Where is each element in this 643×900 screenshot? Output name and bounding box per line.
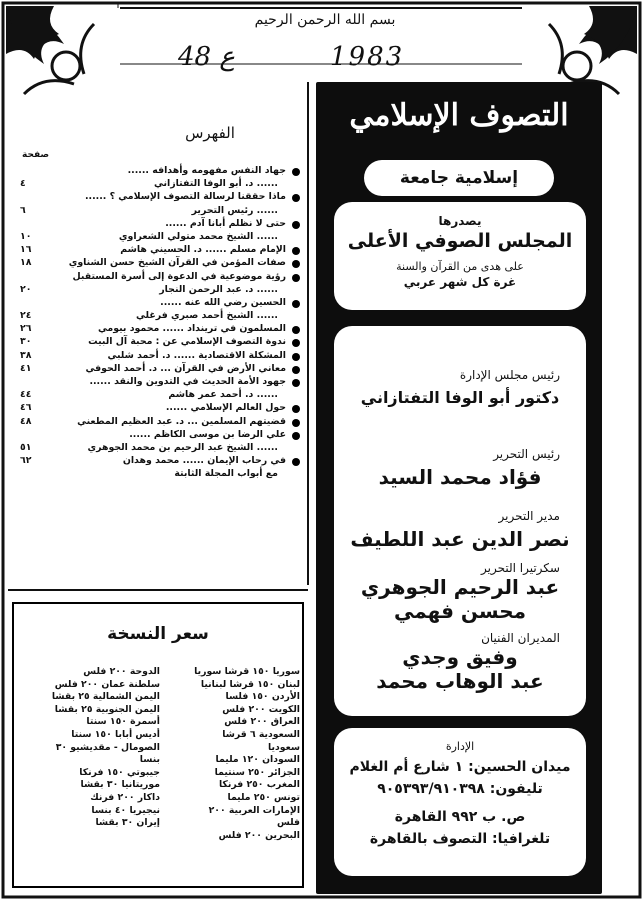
price-column-right [162, 666, 300, 842]
toc-entry-page: ٤١ [20, 362, 32, 374]
toc-page-label: صفحة [22, 150, 50, 160]
toc-entry-text: ...... د. أحمد عمر هاشم [168, 389, 278, 401]
publisher-name: المجلس الصوفي الأعلى [347, 230, 573, 252]
toc-entry-text: المشكلة الاقتصادية ...... د. أحمد شلبي [107, 349, 286, 361]
toc-entry-page: ٦ [20, 204, 26, 216]
toc-entry-text: حول العالم الإسلامي ...... [165, 402, 286, 414]
bullet-icon [292, 405, 300, 413]
price-entry: الجزائر ٢٥٠ سنتيما [214, 766, 300, 778]
price-entry: سلطنة عمان ٢٠٠ فلس [54, 678, 160, 690]
price-entry: الصومال - مقديشيو ٣٠ [55, 741, 160, 753]
toc-entry-text: صفات المؤمن في القرآن الشيخ حسن الشناوي [68, 257, 286, 269]
magazine-subtitle: إسلامية جامعة [364, 160, 554, 196]
toc-row [18, 468, 304, 481]
toc-row [18, 297, 304, 310]
toc-entry-text: ...... الشيخ أحمد صبري فرغلي [136, 310, 278, 322]
price-entry: سعوديا [268, 741, 300, 753]
toc-title: الفهرس [185, 124, 235, 142]
price-column-left [22, 666, 160, 830]
toc-list [18, 165, 304, 482]
bullet-icon [292, 419, 300, 427]
bullet-icon [292, 194, 300, 202]
toc-entry-text: حتى لا نظلم أبانا آدم ...... [165, 217, 286, 229]
price-entry: إيران ٣٠ بقشا [95, 817, 160, 829]
price-entry: الدوحة ٢٠٠ فلس [83, 666, 160, 677]
toc-row [18, 310, 304, 323]
price-entry: نيجيريا ٤٠ بنسا [91, 804, 160, 816]
toc-row [18, 205, 304, 218]
price-entry: العراق ٢٠٠ فلس [224, 716, 300, 728]
handwritten-year: 1983 [330, 42, 405, 72]
price-entry: السعودية ٦ قرشا [222, 728, 300, 740]
toc-entry-page: ٣٨ [20, 349, 32, 361]
bullet-icon [292, 260, 300, 268]
administration-heading: الإدارة [445, 740, 475, 753]
bullet-icon [292, 432, 300, 440]
toc-entry-page: ٥١ [20, 441, 32, 453]
staff-role: المديران الفنيان [481, 631, 560, 645]
price-entry: جيبوتي ١٥٠ فرنكا [79, 766, 160, 778]
staff-name: دكتور أبو الوفا التفتازاني [360, 388, 560, 407]
toc-row [18, 218, 304, 231]
toc-entry-text: في رحاب الإيمان ...... محمد وهدان [122, 455, 286, 467]
bullet-icon [292, 458, 300, 466]
administration-telegraph: تلغرافيا: التصوف بالقاهرة [369, 831, 551, 847]
bullet-icon [292, 339, 300, 347]
bullet-icon [292, 366, 300, 374]
toc-row [18, 416, 304, 429]
toc-entry-text: مع أبواب المجلة الثابتة [174, 468, 278, 480]
price-entry: اليمن الشمالية ٢٥ بقشا [51, 691, 160, 703]
price-entry: بنسا [139, 754, 160, 766]
administration-address: ميدان الحسين: ١ شارع أم الغلام [349, 759, 571, 775]
toc-entry-text: ماذا حققنا لرسالة التصوف الإسلامي ؟ ...... [84, 191, 286, 203]
toc-entry-page: ٦٢ [20, 455, 32, 467]
bullet-icon [292, 168, 300, 176]
price-entry: السودان ١٢٠ مليما [215, 754, 300, 766]
administration-box [334, 728, 586, 876]
price-entry: الكويت ٢٠٠ فلس [222, 703, 300, 715]
toc-entry-page: ٣٠ [20, 336, 32, 348]
staff-name: فؤاد محمد السيد [378, 465, 542, 489]
toc-entry-text: قضيتهم المسلمين ... د. عبد العظيم المطعني [77, 415, 286, 427]
handwritten-number: 48 ع [178, 42, 235, 72]
toc-entry-text: المسلمون في ترينداد ...... محمود بيومي [97, 323, 286, 335]
price-entry: البحرين ٢٠٠ فلس [218, 829, 300, 841]
toc-entry-text: معاني الأرض في القرآن ... د. أحمد الحوفي [85, 362, 286, 374]
toc-entry-text: ...... الشيخ محمد متولي الشعراوي [118, 230, 278, 242]
toc-entry-text: ...... رئيس التحرير [191, 204, 278, 216]
toc-entry-page: ٤ [20, 178, 26, 190]
price-entry: الإمارات العربية ٢٠٠ [208, 804, 300, 816]
toc-entry-page: ٢٦ [20, 323, 32, 335]
toc-row [18, 429, 304, 442]
toc-row [18, 350, 304, 363]
toc-entry-text: رؤية موضوعية في الدعوة إلى أسرة المستقبل [72, 270, 286, 282]
publisher-intro: يصدرها [438, 214, 482, 228]
toc-entry-page: ١٨ [20, 257, 32, 269]
toc-row [18, 165, 304, 178]
price-entry: أسمرة ١٥٠ سنتا [86, 716, 160, 728]
price-entry: فلس [276, 817, 300, 829]
staff-name: عبد الرحيم الجوهري [360, 575, 560, 599]
toc-entry-page: ٤٨ [20, 415, 32, 427]
toc-entry-text: ...... الشيخ عبد الرحيم بن محمد الجوهري [87, 441, 278, 453]
toc-row [18, 389, 304, 402]
toc-row [18, 178, 304, 191]
bullet-icon [292, 300, 300, 308]
toc-row [18, 455, 304, 468]
price-entry: الأردن ١٥٠ فلسا [225, 691, 300, 703]
bullet-icon [292, 221, 300, 229]
price-entry: موريتانيا ٣٠ بقشا [80, 779, 160, 791]
staff-name: وفيق وجدي [402, 645, 518, 669]
toc-row [18, 363, 304, 376]
toc-row [18, 442, 304, 455]
staff-role: سكرتيرا التحرير [481, 561, 560, 575]
toc-row [18, 191, 304, 204]
price-entry: المغرب ٢٥٠ فرنكا [218, 779, 300, 791]
bullet-icon [292, 379, 300, 387]
toc-row [18, 323, 304, 336]
price-entry: سوريا ١٥٠ قرشا سوريا [194, 666, 300, 677]
toc-entry-text: ندوة التصوف الإسلامي عن : محبة آل البيت [88, 336, 286, 348]
administration-phone: تليفون: ٩٠٥٣٩٣/٩١٠٣٩٨ [377, 781, 543, 797]
frequency-line: غرة كل شهر عربي [403, 275, 517, 289]
staff-role: رئيس مجلس الإدارة [459, 368, 560, 382]
staff-name: محسن فهمي [393, 599, 527, 623]
toc-entry-text: علي الرضا بن موسى الكاظم ...... [129, 428, 286, 440]
toc-entry-text: ...... د. أبو الوفا التفتازاني [154, 178, 278, 190]
toc-row [18, 244, 304, 257]
toc-row [18, 257, 304, 270]
bullet-icon [292, 247, 300, 255]
toc-entry-page: ٤٤ [20, 389, 32, 401]
price-title: سعر النسخة [107, 624, 209, 644]
bismillah: بسم الله الرحمن الرحيم [254, 12, 396, 28]
toc-entry-page: ١٦ [20, 244, 32, 256]
toc-entry-page: ٢٠ [20, 283, 32, 295]
price-entry: داكار ٢٠٠ فرنك [90, 791, 160, 803]
toc-row [18, 231, 304, 244]
price-entry: تونس ٢٥٠ مليما [227, 791, 300, 803]
toc-entry-page: ٤٦ [20, 402, 32, 414]
bullet-icon [292, 274, 300, 282]
toc-row [18, 376, 304, 389]
staff-role: رئيس التحرير [493, 447, 560, 461]
price-entry: أديس أبابا ١٥٠ سنتا [71, 728, 160, 740]
staff-box [334, 326, 586, 716]
toc-row [18, 271, 304, 284]
toc-entry-text: ...... د. عبد الرحمن النجار [159, 283, 278, 295]
price-entry: اليمن الجنوبية ٢٥ بقشا [54, 703, 160, 715]
staff-name: عبد الوهاب محمد [376, 669, 544, 693]
guidance-line: على هدى من القرآن والسنة [396, 260, 524, 273]
toc-entry-text: جهاد النفس مفهومه وأهدافه ...... [127, 165, 286, 176]
price-entry: لبنان ١٥٠ قرشا لبنانيا [200, 678, 300, 690]
toc-entry-page: ١٠ [20, 230, 32, 242]
publisher-box [334, 202, 586, 310]
toc-entry-text: الإمام مسلم ...... د. الحسيني هاشم [120, 244, 286, 256]
toc-entry-text: جهود الأمة الحديث في التدوين والنقد ...... [89, 376, 286, 387]
staff-name: نصر الدين عبد اللطيف [350, 527, 570, 551]
magazine-title: التصوف الإسلامي [349, 98, 569, 133]
toc-row [18, 284, 304, 297]
toc-entry-text: الحسين رضي الله عنه ...... [160, 296, 286, 308]
toc-row [18, 402, 304, 415]
corner-ornament-top-left [4, 4, 114, 114]
administration-pobox: ص. ب ٩٩٢ القاهرة [394, 809, 526, 825]
toc-entry-page: ٢٤ [20, 310, 32, 322]
bullet-icon [292, 326, 300, 334]
toc-row [18, 336, 304, 349]
staff-role: مدير التحرير [498, 509, 560, 523]
bullet-icon [292, 353, 300, 361]
